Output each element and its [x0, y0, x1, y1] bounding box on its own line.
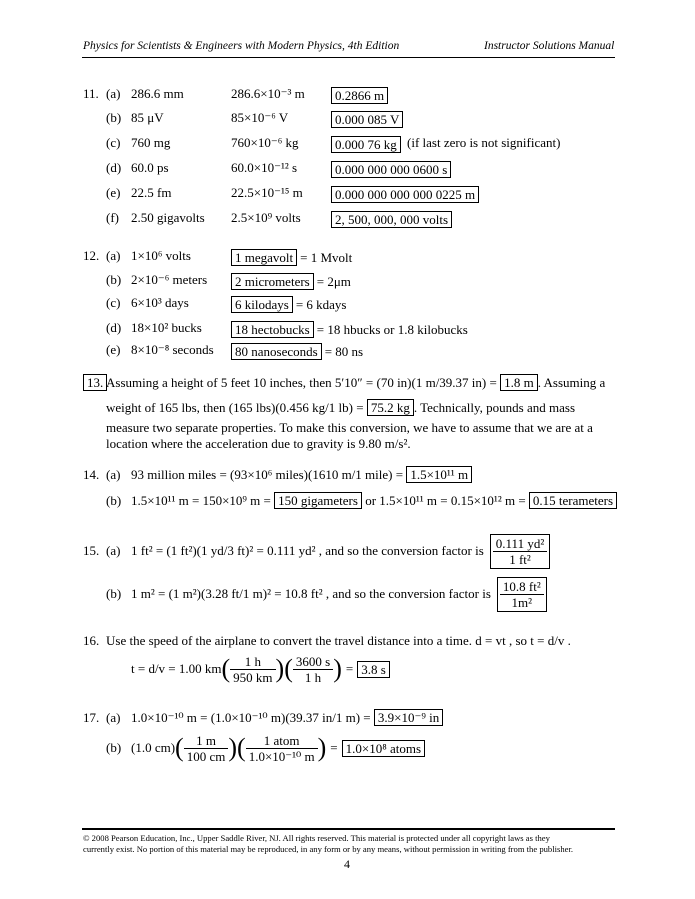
scientific-value: 760×10⁻⁶ kg — [231, 135, 299, 150]
problem-16-fraction-1 — [230, 654, 275, 685]
problem-14b — [131, 492, 617, 509]
equivalence-text: = 2μm — [316, 274, 351, 289]
answer-box: 2, 500, 000, 000 volts — [331, 211, 452, 228]
equivalence-text: = 80 ns — [324, 344, 364, 359]
given-value: 2.50 gigavolts — [131, 210, 205, 225]
given-value: 22.5 fm — [131, 185, 172, 200]
answer-value — [331, 160, 451, 180]
answer-group — [231, 272, 351, 292]
answer-group — [231, 295, 346, 315]
problem-15a-label: (a) — [106, 543, 121, 558]
problem-13-text-2b: . Technically, pounds and mass — [413, 400, 576, 415]
scientific-value: 286.6×10⁻³ m — [231, 86, 305, 101]
problem-11-row — [0, 84, 695, 104]
answer-box: 0.2866 m — [331, 87, 388, 104]
problem-15-number: 15. — [83, 543, 100, 558]
problem-15a-text: 1 ft² = (1 ft²)(1 yd/3 ft)² = 0.111 yd² , and so the conversion factor is — [131, 543, 484, 558]
part-label: (c) — [106, 295, 121, 310]
given-value: 2×10⁻⁶ meters — [131, 272, 208, 287]
problem-15b-denominator: 1m² — [511, 594, 533, 610]
answer-box: 1 megavolt — [231, 249, 297, 266]
answer-box: 2 micrometers — [231, 273, 314, 290]
problem-15b-label: (b) — [106, 586, 122, 601]
problem-12-row — [0, 318, 695, 338]
answer-group — [231, 320, 468, 340]
header-title: Physics for Scientists & Engineers with Modern Physics, 4th Edition — [83, 40, 400, 52]
problem-14b-answer-1: 150 gigameters — [274, 492, 362, 509]
part-label: (a) — [106, 248, 121, 263]
problem-17b-f1-num: 1 m — [184, 733, 229, 749]
given-value: 6×10³ days — [131, 295, 189, 310]
answer-value — [331, 86, 388, 106]
problem-16-f2-den: 1 h — [304, 669, 322, 685]
problem-16-answer: 3.8 s — [357, 661, 390, 678]
problem-17b: (1.0 cm) ( $\frac{1 m}{100 cm}$ ) ( $\frac{\text{1 atom}}{\text{1.0×10⁻¹⁰ m}}$ ) = 1.0×10⁸ atoms — [131, 728, 425, 768]
equivalence-text: = 1 Mvolt — [300, 250, 353, 265]
problem-14-number: 14. — [83, 467, 100, 482]
problem-16-f2-num: 3600 s — [293, 654, 333, 670]
problem-13-line-1 — [106, 374, 605, 391]
problem-13-number: 13. — [83, 374, 107, 391]
problem-14a-answer: 1.5×10¹¹ m — [406, 466, 472, 483]
problem-15a — [131, 533, 550, 569]
part-label: (d) — [106, 160, 122, 175]
answer-value — [331, 110, 403, 130]
paren-close-icon: ) — [228, 733, 238, 762]
equivalence-text: = 18 hbucks or 1.8 kilobucks — [316, 322, 468, 337]
page-number: 4 — [344, 857, 350, 871]
problem-17b-fraction-2 — [246, 733, 318, 764]
problem-13-text-1a: Assuming a height of 5 feet 10 inches, then 5′10″ = (70 in)(1 m/39.37 in) = — [106, 375, 497, 390]
part-label: (b) — [106, 272, 122, 287]
answer-box: 0.000 000 000 000 0225 m — [331, 186, 479, 203]
answer-value — [331, 135, 401, 155]
problem-12-row — [0, 246, 695, 266]
answer-box: 6 kilodays — [231, 296, 293, 313]
header-right: Instructor Solutions Manual — [484, 40, 615, 52]
problem-16-equation: t = d/v = 1.00 km ( $\frac{1 h}{950 km}$ ) ( $\frac{3600 s}{1 h}$ ) = 3.8 s — [131, 650, 390, 688]
scientific-value: 2.5×10⁹ volts — [231, 210, 301, 225]
given-value: 8×10⁻⁸ seconds — [131, 342, 214, 357]
problem-16-eq-lhs: t = d/v = 1.00 km — [131, 661, 222, 676]
answer-box: 0.000 000 000 0600 s — [331, 161, 451, 178]
answer-box: 18 hectobucks — [231, 321, 314, 338]
given-value: 60.0 ps — [131, 160, 169, 175]
problem-17b-f2-den: 1.0×10⁻¹⁰ m — [248, 748, 315, 764]
problem-16-text: Use the speed of the airplane to convert the travel distance into a time. d = vt , so t = d/v . — [106, 633, 571, 648]
given-value: 18×10² bucks — [131, 320, 202, 335]
problem-15a-answer-box — [490, 534, 550, 569]
problem-14b-text-2: or 1.5×10¹¹ m = 0.15×10¹² m = — [365, 493, 526, 508]
problem-11-row — [0, 108, 695, 128]
scientific-value: 85×10⁻⁶ V — [231, 110, 289, 125]
problem-13-line-2 — [106, 399, 575, 416]
problem-13-text-2a: weight of 165 lbs, then (165 lbs)(0.456 kg/1 lb) = — [106, 400, 364, 415]
problem-15a-fraction — [493, 536, 547, 567]
problem-17a-answer: 3.9×10⁻⁹ in — [374, 709, 443, 726]
problem-16-number: 16. — [83, 633, 100, 648]
part-label: (d) — [106, 320, 122, 335]
problem-17b-f1-den: 100 cm — [186, 748, 226, 764]
answer-value — [331, 185, 479, 205]
problem-11-row — [0, 133, 695, 153]
problem-16-f1-num: 1 h — [230, 654, 275, 670]
problem-16-f1-den: 950 km — [233, 669, 273, 685]
problem-17b-label: (b) — [106, 740, 122, 755]
problem-11-number: 11. — [83, 86, 99, 101]
problem-13-text-1b: . Assuming a — [537, 375, 606, 390]
problem-17a-text: 1.0×10⁻¹⁰ m = (1.0×10⁻¹⁰ m)(39.37 in/1 m) = — [131, 710, 371, 725]
footer-rule — [82, 828, 615, 830]
note-text: (if last zero is not significant) — [407, 135, 561, 150]
given-value: 286.6 mm — [131, 86, 184, 101]
problem-13-number-box — [83, 374, 107, 391]
problem-16-fraction-2 — [293, 654, 333, 685]
scientific-value: 22.5×10⁻¹⁵ m — [231, 185, 303, 200]
problem-13-line-4: location where the acceleration due to gravity is 9.80 m/s². — [106, 436, 411, 451]
part-label: (b) — [106, 110, 122, 125]
problem-15b — [131, 575, 547, 613]
problem-14a — [131, 466, 472, 483]
part-label: (e) — [106, 342, 121, 357]
answer-group — [231, 342, 363, 362]
footer-copyright-1: © 2008 Pearson Education, Inc., Upper Saddle River, NJ. All rights reserved. This material is protected under all copyright laws as they — [83, 833, 550, 843]
problem-15b-fraction — [500, 579, 544, 610]
problem-14a-text: 93 million miles = (93×10⁶ miles)(1610 m/1 mile) = — [131, 467, 404, 482]
equivalence-text: = 6 kdays — [295, 297, 347, 312]
problem-12-row — [0, 340, 695, 360]
problem-14b-label: (b) — [106, 493, 122, 508]
paren-open-icon: ( — [237, 733, 246, 762]
given-value: 1×10⁶ volts — [131, 248, 191, 263]
problem-17b-fraction-1 — [184, 733, 229, 764]
problem-17b-answer: 1.0×10⁸ atoms — [342, 740, 425, 757]
problem-17-number: 17. — [83, 710, 100, 725]
paren-open-icon: ( — [175, 733, 184, 762]
problem-13-line-3: measure two separate properties. To make this conversion, we have to assume that we are at a — [106, 420, 593, 435]
paren-close-icon: ) — [333, 654, 342, 683]
problem-15a-denominator: 1 ft² — [509, 551, 531, 567]
problem-17b-f2-num: 1 atom — [246, 733, 318, 749]
footer-copyright-2: currently exist. No portion of this material may be reproduced, in any form or by any means, without permission in writing from the publisher. — [83, 844, 573, 854]
part-label: (e) — [106, 185, 121, 200]
answer-group — [231, 248, 352, 268]
problem-11-row — [0, 208, 695, 228]
problem-17a-label: (a) — [106, 710, 121, 725]
answer-box: 0.000 085 V — [331, 111, 403, 128]
problem-17b-lhs: (1.0 cm) — [131, 740, 176, 755]
paren-close-icon: ) — [317, 733, 327, 762]
part-label: (a) — [106, 86, 121, 101]
answer-box: 0.000 76 kg — [331, 136, 401, 153]
problem-11-row — [0, 158, 695, 178]
problem-15b-answer-box — [497, 577, 547, 612]
problem-11-row — [0, 183, 695, 203]
header-rule — [82, 57, 615, 58]
paren-open-icon: ( — [284, 654, 293, 683]
problem-14b-answer-2: 0.15 terameters — [529, 492, 617, 509]
problem-12-row — [0, 293, 695, 313]
problem-14a-label: (a) — [106, 467, 121, 482]
part-label: (f) — [106, 210, 119, 225]
scientific-value: 60.0×10⁻¹² s — [231, 160, 298, 175]
given-value: 760 mg — [131, 135, 171, 150]
problem-15b-text: 1 m² = (1 m²)(3.28 ft/1 m)² = 10.8 ft² , and so the conversion factor is — [131, 586, 491, 601]
problem-15a-numerator: 0.111 yd² — [493, 536, 547, 552]
problem-12-row — [0, 270, 695, 290]
problem-12-number: 12. — [83, 248, 100, 263]
given-value: 85 μV — [131, 110, 164, 125]
problem-13-answer-weight: 75.2 kg — [367, 399, 414, 416]
part-label: (c) — [106, 135, 121, 150]
paren-close-icon: ) — [275, 654, 285, 683]
answer-value — [331, 210, 452, 230]
problem-15b-numerator: 10.8 ft² — [500, 579, 544, 595]
problem-14b-text-1: 1.5×10¹¹ m = 150×10⁹ m = — [131, 493, 271, 508]
problem-17a — [131, 709, 443, 726]
paren-open-icon: ( — [221, 654, 231, 683]
answer-box: 80 nanoseconds — [231, 343, 322, 360]
problem-13-answer-height: 1.8 m — [500, 374, 538, 391]
